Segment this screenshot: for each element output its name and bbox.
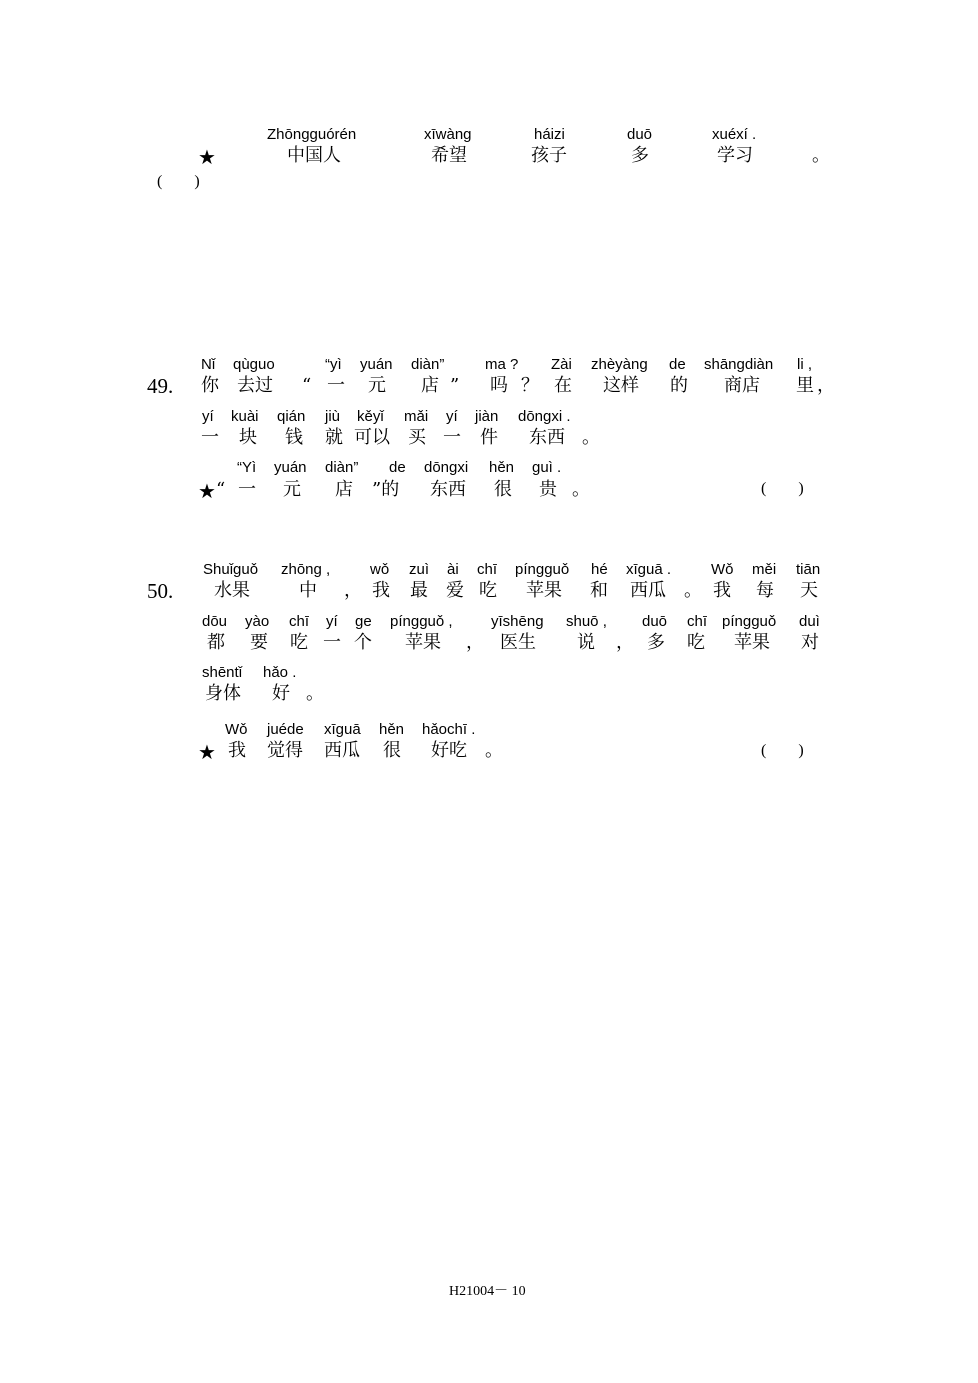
- q49-st-py-6: hěn: [489, 459, 515, 476]
- q49-l2-py-6: mǎi: [404, 408, 429, 425]
- q50-l1-hz-6: 爱: [446, 580, 464, 601]
- q49-st-hz-2: 一: [238, 479, 256, 500]
- q50-l2-hz-3: 吃: [290, 632, 308, 653]
- q50-l1-hz-2: 中: [299, 580, 317, 601]
- q50-l1-hz-9: 和: [590, 580, 608, 601]
- q50-l1-py-11: měi: [752, 561, 777, 578]
- q50-l2-py-8: shuō ,: [566, 613, 607, 630]
- q49-l2-hz-8: 件: [480, 427, 498, 448]
- q49-l2-hz-10: 。: [582, 427, 600, 448]
- q48-answer-blank[interactable]: ( ): [157, 173, 200, 190]
- q50-l2-hz-1: 都: [207, 632, 225, 653]
- q49-l1-hz-2: 去过: [237, 375, 273, 396]
- q50-l1-hz-5: 最: [410, 580, 428, 601]
- q50-st-py-3: xīguā: [324, 721, 361, 738]
- q49-st-py-1: “Yì: [237, 459, 257, 476]
- q50-l1-hz-13: 每: [756, 580, 774, 601]
- q49-st-py-4: de: [389, 459, 406, 476]
- q50-l3-hz-1: 身体: [205, 683, 241, 704]
- q50-l2-py-2: yào: [245, 613, 270, 630]
- q50-l3-py-1: shēntǐ: [202, 664, 243, 681]
- q50-l1-py-10: Wǒ: [711, 561, 734, 578]
- q49-l2-py-5: kěyǐ: [357, 408, 384, 425]
- q49-l2-hz-5: 可以: [354, 427, 390, 448]
- q50-l1-py-2: zhōng ,: [281, 561, 331, 578]
- q49-st-hz-6: 东西: [430, 479, 466, 500]
- q50-st-py-5: hǎochī .: [422, 721, 476, 738]
- q49-l1-hz-10: 在: [554, 375, 572, 396]
- q50-answer-blank[interactable]: ( ): [761, 742, 804, 759]
- q49-l1-py-7: Zài: [551, 356, 572, 373]
- q50-l3-py-2: hǎo .: [263, 664, 297, 681]
- q49-st-py-5: dōngxi: [424, 459, 469, 476]
- q48-pinyin-4: duō: [627, 126, 653, 143]
- q49-l2-py-1: yí: [202, 408, 214, 425]
- q50-l1-hz-4: 我: [372, 580, 390, 601]
- q49-l1-hz-7: ”: [450, 375, 460, 396]
- q50-l2-hz-7: ，: [466, 632, 484, 653]
- q49-l2-py-7: yí: [446, 408, 458, 425]
- q49-l1-hz-1: 你: [201, 375, 219, 396]
- q49-l2-py-4: jiù: [325, 408, 341, 425]
- q49-l2-hz-7: 一: [443, 427, 461, 448]
- q49-st-hz-4: 店: [335, 479, 353, 500]
- q49-l2-hz-2: 块: [239, 427, 257, 448]
- q48-hanzi-5: 学习: [717, 145, 753, 166]
- q50-l2-py-6: píngguǒ ,: [390, 613, 453, 630]
- q50-l3-hz-3: 。: [306, 683, 324, 704]
- star-icon: ★: [198, 740, 216, 764]
- q50-l1-py-3: wǒ: [370, 561, 390, 578]
- q49-l1-hz-3: “: [302, 375, 312, 396]
- q49-st-hz-1: “: [216, 479, 226, 500]
- q49-l2-hz-1: 一: [201, 427, 219, 448]
- q49-l1-hz-6: 店: [421, 375, 439, 396]
- q49-st-hz-5: ”的: [372, 479, 400, 500]
- q49-l1-py-3: “yì: [325, 356, 342, 373]
- q50-l2-py-1: dōu: [202, 613, 228, 630]
- q48-pinyin-3: háizi: [534, 126, 565, 143]
- q50-l2-hz-4: 一: [323, 632, 341, 653]
- q50-l1-hz-14: 天: [800, 580, 818, 601]
- q50-st-hz-3: 西瓜: [324, 740, 360, 761]
- q50-l2-py-12: duì: [799, 613, 820, 630]
- q49-l1-py-8: zhèyàng: [591, 356, 648, 373]
- question-number: 50.: [147, 579, 174, 603]
- q50-st-hz-4: 很: [383, 740, 401, 761]
- star-icon: ★: [198, 479, 216, 503]
- q48-hanzi-6: 。: [812, 145, 830, 166]
- q50-l2-hz-12: 吃: [687, 632, 705, 653]
- q50-st-hz-1: 我: [228, 740, 246, 761]
- q50-l2-hz-6: 苹果: [405, 632, 441, 653]
- q49-l1-py-6: ma ?: [485, 356, 519, 373]
- q48-hanzi-1: 中国人: [287, 145, 341, 166]
- q49-st-py-3: diàn”: [325, 459, 359, 476]
- q49-l1-py-2: qùguo: [233, 356, 275, 373]
- q49-l1-py-11: li ,: [797, 356, 812, 373]
- q49-answer-blank[interactable]: ( ): [761, 480, 804, 497]
- q48-hanzi-2: 希望: [431, 145, 467, 166]
- q49-st-hz-7: 很: [494, 479, 512, 500]
- q49-l1-hz-8: 吗: [490, 375, 508, 396]
- q50-l1-py-7: píngguǒ: [515, 561, 570, 578]
- q50-l1-hz-8: 苹果: [526, 580, 562, 601]
- q49-l1-hz-9: ？: [521, 375, 539, 396]
- page-footer: H21004－ 10: [449, 1284, 526, 1299]
- q50-l2-py-10: chī: [687, 613, 708, 630]
- q50-l2-py-11: píngguǒ: [722, 613, 777, 630]
- q49-l1-hz-4: 一: [327, 375, 345, 396]
- q49-l2-hz-9: 东西: [529, 427, 565, 448]
- q50-st-py-4: hěn: [379, 721, 405, 738]
- q49-l2-py-2: kuài: [231, 408, 259, 425]
- q50-l2-hz-14: 对: [801, 632, 819, 653]
- q50-l2-py-3: chī: [289, 613, 310, 630]
- q49-l1-hz-12: 的: [670, 375, 688, 396]
- q49-l2-py-9: dōngxi .: [518, 408, 571, 425]
- q50-l1-py-1: Shuǐguǒ: [203, 561, 259, 578]
- q50-st-py-2: juéde: [267, 721, 304, 738]
- q49-l1-hz-5: 元: [368, 375, 386, 396]
- q50-st-hz-2: 觉得: [267, 740, 303, 761]
- q49-st-py-7: guì .: [532, 459, 562, 476]
- q49-st-hz-9: 。: [572, 479, 590, 500]
- q49-l2-hz-3: 钱: [285, 427, 303, 448]
- q50-l2-hz-11: 多: [647, 632, 665, 653]
- q50-l2-hz-5: 个: [354, 632, 372, 653]
- q49-l1-hz-14: 里: [796, 375, 814, 396]
- q49-l2-hz-6: 买: [408, 427, 426, 448]
- q49-l1-py-5: diàn”: [411, 356, 445, 373]
- q49-st-py-2: yuán: [274, 459, 307, 476]
- q50-l2-py-9: duō: [642, 613, 668, 630]
- question-number: 49.: [147, 374, 174, 398]
- q49-l1-hz-13: 商店: [724, 375, 760, 396]
- q50-st-py-1: Wǒ: [225, 721, 248, 738]
- q50-st-hz-6: 。: [485, 740, 503, 761]
- q50-l1-py-5: ài: [447, 561, 459, 578]
- q50-l2-hz-13: 苹果: [734, 632, 770, 653]
- q50-l1-py-9: xīguā .: [626, 561, 672, 578]
- q50-l1-hz-12: 我: [713, 580, 731, 601]
- q49-l2-py-3: qián: [277, 408, 306, 425]
- q49-l2-py-8: jiàn: [475, 408, 499, 425]
- q50-l2-hz-2: 要: [250, 632, 268, 653]
- q50-l3-hz-2: 好: [272, 683, 290, 704]
- q48-hanzi-3: 孩子: [531, 145, 567, 166]
- q50-l1-py-6: chī: [477, 561, 498, 578]
- q50-l1-hz-11: 。: [684, 580, 702, 601]
- q49-l2-hz-4: 就: [325, 427, 343, 448]
- q50-l1-py-8: hé: [591, 561, 608, 578]
- q50-l2-hz-9: 说: [577, 632, 595, 653]
- q50-l1-py-4: zuì: [409, 561, 430, 578]
- q49-l1-hz-15: ，: [817, 375, 835, 396]
- q50-l2-py-7: yīshēng: [491, 613, 544, 630]
- q48-hanzi-4: 多: [631, 145, 649, 166]
- q48-pinyin-5: xuéxí .: [712, 126, 757, 143]
- q48-pinyin-2: xīwàng: [424, 126, 472, 143]
- q48-pinyin-1: Zhōngguórén: [267, 126, 357, 143]
- q50-l2-hz-10: ，: [616, 632, 634, 653]
- q50-l2-py-4: yí: [326, 613, 338, 630]
- q50-l1-py-12: tiān: [796, 561, 821, 578]
- q49-st-hz-8: 贵: [539, 479, 557, 500]
- q50-l1-hz-3: ，: [344, 580, 362, 601]
- q49-l1-py-4: yuán: [360, 356, 393, 373]
- q49-st-hz-3: 元: [283, 479, 301, 500]
- q50-st-hz-5: 好吃: [431, 740, 467, 761]
- q50-l1-hz-1: 水果: [214, 580, 250, 601]
- q49-l1-hz-11: 这样: [603, 375, 639, 396]
- q50-l1-hz-10: 西瓜: [630, 580, 666, 601]
- q49-l1-py-10: shāngdiàn: [704, 356, 774, 373]
- q50-l2-py-5: ge: [355, 613, 372, 630]
- q49-l1-py-1: Nǐ: [201, 356, 216, 373]
- q50-l2-hz-8: 医生: [500, 632, 536, 653]
- q49-l1-py-9: de: [669, 356, 686, 373]
- star-icon: ★: [198, 145, 216, 169]
- q50-l1-hz-7: 吃: [479, 580, 497, 601]
